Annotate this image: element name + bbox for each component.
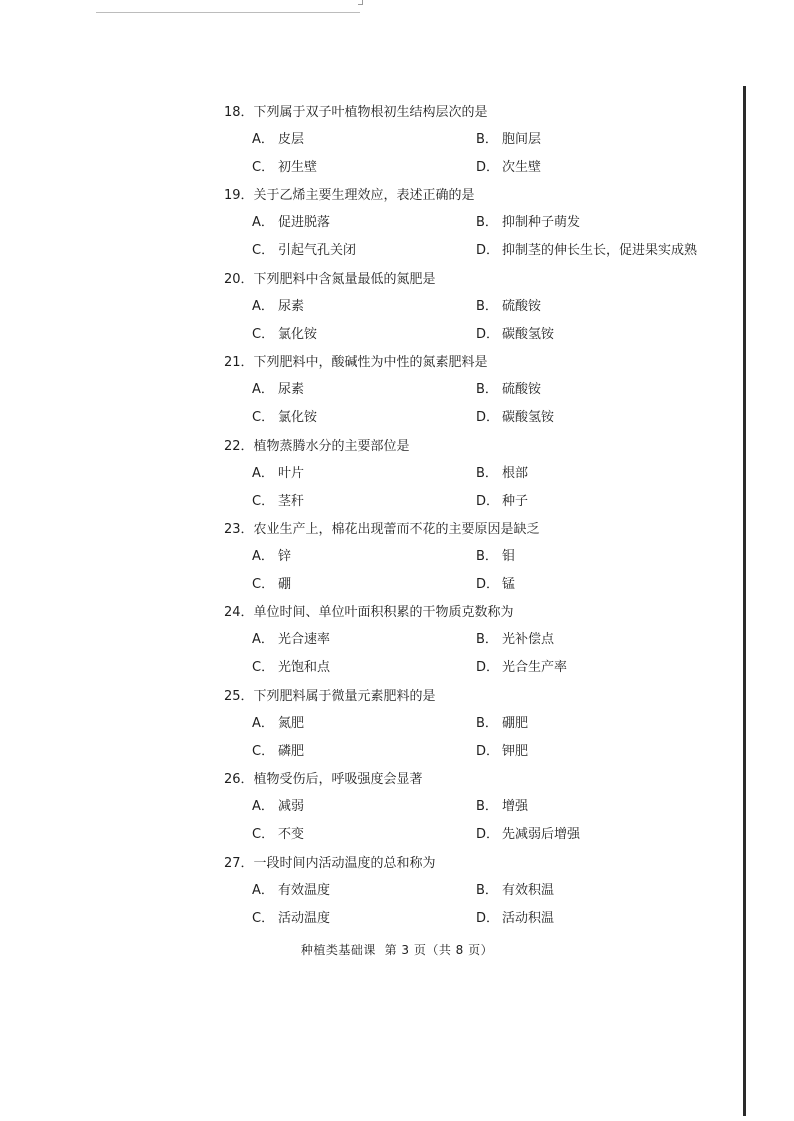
option-b: [476, 710, 528, 737]
option-label: D．: [476, 576, 500, 592]
option-label: A．: [252, 882, 274, 898]
option-text: 有效积温: [502, 882, 555, 898]
option-label: D．: [476, 326, 500, 342]
option-a: [252, 543, 291, 570]
option-d: [476, 738, 528, 765]
option-text: 先减弱后增强: [502, 827, 581, 843]
page-footer: [0, 940, 794, 960]
option-text: 尿素: [278, 382, 305, 398]
option-c: [252, 321, 317, 348]
option-label: D．: [476, 910, 500, 926]
option-d: [476, 321, 554, 348]
option-a: [252, 126, 304, 153]
question-stem: 24．单位时间、单位叶面积积累的干物质克数称为: [224, 605, 514, 621]
option-text: 锌: [278, 548, 292, 564]
option-label: D．: [476, 660, 500, 676]
option-label: C．: [252, 660, 275, 676]
question-item: [0, 266, 794, 349]
option-a: [252, 710, 304, 737]
option-d: [476, 821, 580, 848]
option-label: D．: [476, 410, 500, 426]
footer-page: 第 3 页: [384, 943, 427, 957]
option-label: C．: [252, 243, 275, 259]
option-label: D．: [476, 243, 500, 259]
option-text: 茎秆: [278, 493, 305, 509]
option-text: 种子: [502, 493, 529, 509]
option-c: [252, 237, 356, 264]
option-label: D．: [476, 160, 500, 175]
option-label: C．: [252, 493, 275, 509]
option-label: A．: [252, 799, 274, 815]
option-text: 根部: [502, 465, 529, 481]
option-text: 锰: [502, 576, 516, 592]
option-c: [252, 404, 317, 431]
option-b: [476, 126, 541, 153]
option-text: 尿素: [278, 298, 305, 314]
option-b: [476, 793, 528, 820]
option-a: [252, 293, 304, 320]
option-label: A．: [252, 132, 274, 147]
option-text: 有效温度: [278, 882, 331, 898]
option-a: [252, 877, 330, 904]
option-text: 氯化铵: [278, 410, 318, 426]
option-b: [476, 877, 554, 904]
question-item: [0, 766, 794, 849]
option-text: 硼肥: [502, 715, 529, 731]
option-d: [476, 404, 554, 431]
question-item: [0, 182, 794, 265]
option-b: [476, 376, 541, 403]
question-item: [0, 850, 794, 933]
question-item: [0, 349, 794, 432]
option-label: D．: [476, 493, 500, 509]
option-b: [476, 543, 515, 570]
option-text: 活动积温: [502, 910, 555, 926]
option-text: 磷肥: [278, 743, 305, 759]
option-label: C．: [252, 827, 275, 843]
scan-edge-mark: [96, 0, 360, 13]
option-label: C．: [252, 326, 275, 342]
option-label: A．: [252, 215, 274, 231]
option-label: B．: [476, 298, 498, 314]
question-stem: 22．植物蒸腾水分的主要部位是: [224, 438, 410, 454]
option-c: [252, 821, 304, 848]
option-text: 初生壁: [278, 160, 318, 175]
option-d: [476, 905, 554, 932]
option-c: [252, 571, 291, 598]
option-label: B．: [476, 799, 498, 815]
question-stem: 18．下列属于双子叶植物根初生结构层次的是: [224, 105, 488, 120]
option-label: B．: [476, 465, 498, 481]
option-text: 皮层: [278, 132, 305, 147]
option-label: D．: [476, 827, 500, 843]
option-text: 光饱和点: [278, 660, 331, 676]
option-c: [252, 488, 304, 515]
option-label: A．: [252, 632, 274, 648]
option-text: 硼: [278, 576, 292, 592]
option-label: B．: [476, 715, 498, 731]
option-text: 减弱: [278, 799, 305, 815]
question-item: [0, 99, 794, 182]
option-label: D．: [476, 743, 500, 759]
option-a: [252, 793, 304, 820]
option-label: B．: [476, 882, 498, 898]
option-text: 次生壁: [502, 160, 542, 175]
option-label: A．: [252, 465, 274, 481]
question-stem: 21．下列肥料中，酸碱性为中性的氮素肥料是: [224, 355, 488, 371]
option-d: [476, 488, 528, 515]
option-text: 硫酸铵: [502, 298, 542, 314]
option-label: B．: [476, 632, 498, 648]
footer-total: （共 8 页）: [426, 943, 494, 957]
question-stem: 20．下列肥料中含氮量最低的氮肥是: [224, 271, 436, 287]
option-text: 抑制种子萌发: [502, 215, 581, 231]
option-text: 胞间层: [502, 132, 542, 147]
option-text: 钾肥: [502, 743, 529, 759]
option-label: C．: [252, 160, 275, 175]
option-text: 增强: [502, 799, 529, 815]
option-text: 抑制茎的伸长生长，促进果实成熟: [502, 243, 698, 259]
option-text: 叶片: [278, 465, 305, 481]
question-stem: 19．关于乙烯主要生理效应，表述正确的是: [224, 188, 475, 204]
option-a: [252, 209, 330, 236]
question-item: [0, 433, 794, 516]
option-label: B．: [476, 382, 498, 398]
question-stem: 26．植物受伤后，呼吸强度会显著: [224, 772, 423, 788]
option-d: [476, 154, 541, 181]
option-text: 硫酸铵: [502, 382, 542, 398]
option-text: 碳酸氢铵: [502, 326, 555, 342]
option-c: [252, 905, 330, 932]
option-b: [476, 293, 541, 320]
option-text: 引起气孔关闭: [278, 243, 357, 259]
question-item: [0, 599, 794, 682]
option-b: [476, 209, 580, 236]
option-label: C．: [252, 576, 275, 592]
question-list: [0, 99, 794, 933]
option-label: B．: [476, 548, 498, 564]
option-label: A．: [252, 715, 274, 731]
option-d: [476, 237, 697, 264]
option-text: 不变: [278, 827, 305, 843]
option-b: [476, 626, 554, 653]
question-stem: 27．一段时间内活动温度的总和称为: [224, 855, 436, 871]
option-text: 氯化铵: [278, 326, 318, 342]
option-a: [252, 376, 304, 403]
option-c: [252, 154, 317, 181]
option-label: C．: [252, 410, 275, 426]
option-a: [252, 626, 330, 653]
option-text: 钼: [502, 548, 516, 564]
option-label: B．: [476, 132, 498, 147]
option-label: C．: [252, 743, 275, 759]
question-item: [0, 516, 794, 599]
option-text: 光补偿点: [502, 632, 555, 648]
option-text: 氮肥: [278, 715, 305, 731]
option-text: 光合生产率: [502, 660, 568, 676]
option-text: 光合速率: [278, 632, 331, 648]
option-label: B．: [476, 215, 498, 231]
option-label: A．: [252, 298, 274, 314]
option-text: 活动温度: [278, 910, 331, 926]
option-text: 碳酸氢铵: [502, 410, 555, 426]
option-a: [252, 460, 304, 487]
option-d: [476, 571, 515, 598]
footer-course: 种植类基础课: [300, 943, 376, 957]
option-c: [252, 654, 330, 681]
question-stem: 25．下列肥料属于微量元素肥料的是: [224, 688, 436, 704]
option-d: [476, 654, 567, 681]
question-item: [0, 683, 794, 766]
option-text: 促进脱落: [278, 215, 331, 231]
option-label: C．: [252, 910, 275, 926]
option-b: [476, 460, 528, 487]
question-stem: 23．农业生产上，棉花出现蕾而不花的主要原因是缺乏: [224, 521, 540, 537]
option-label: A．: [252, 382, 274, 398]
option-c: [252, 738, 304, 765]
option-label: A．: [252, 548, 274, 564]
